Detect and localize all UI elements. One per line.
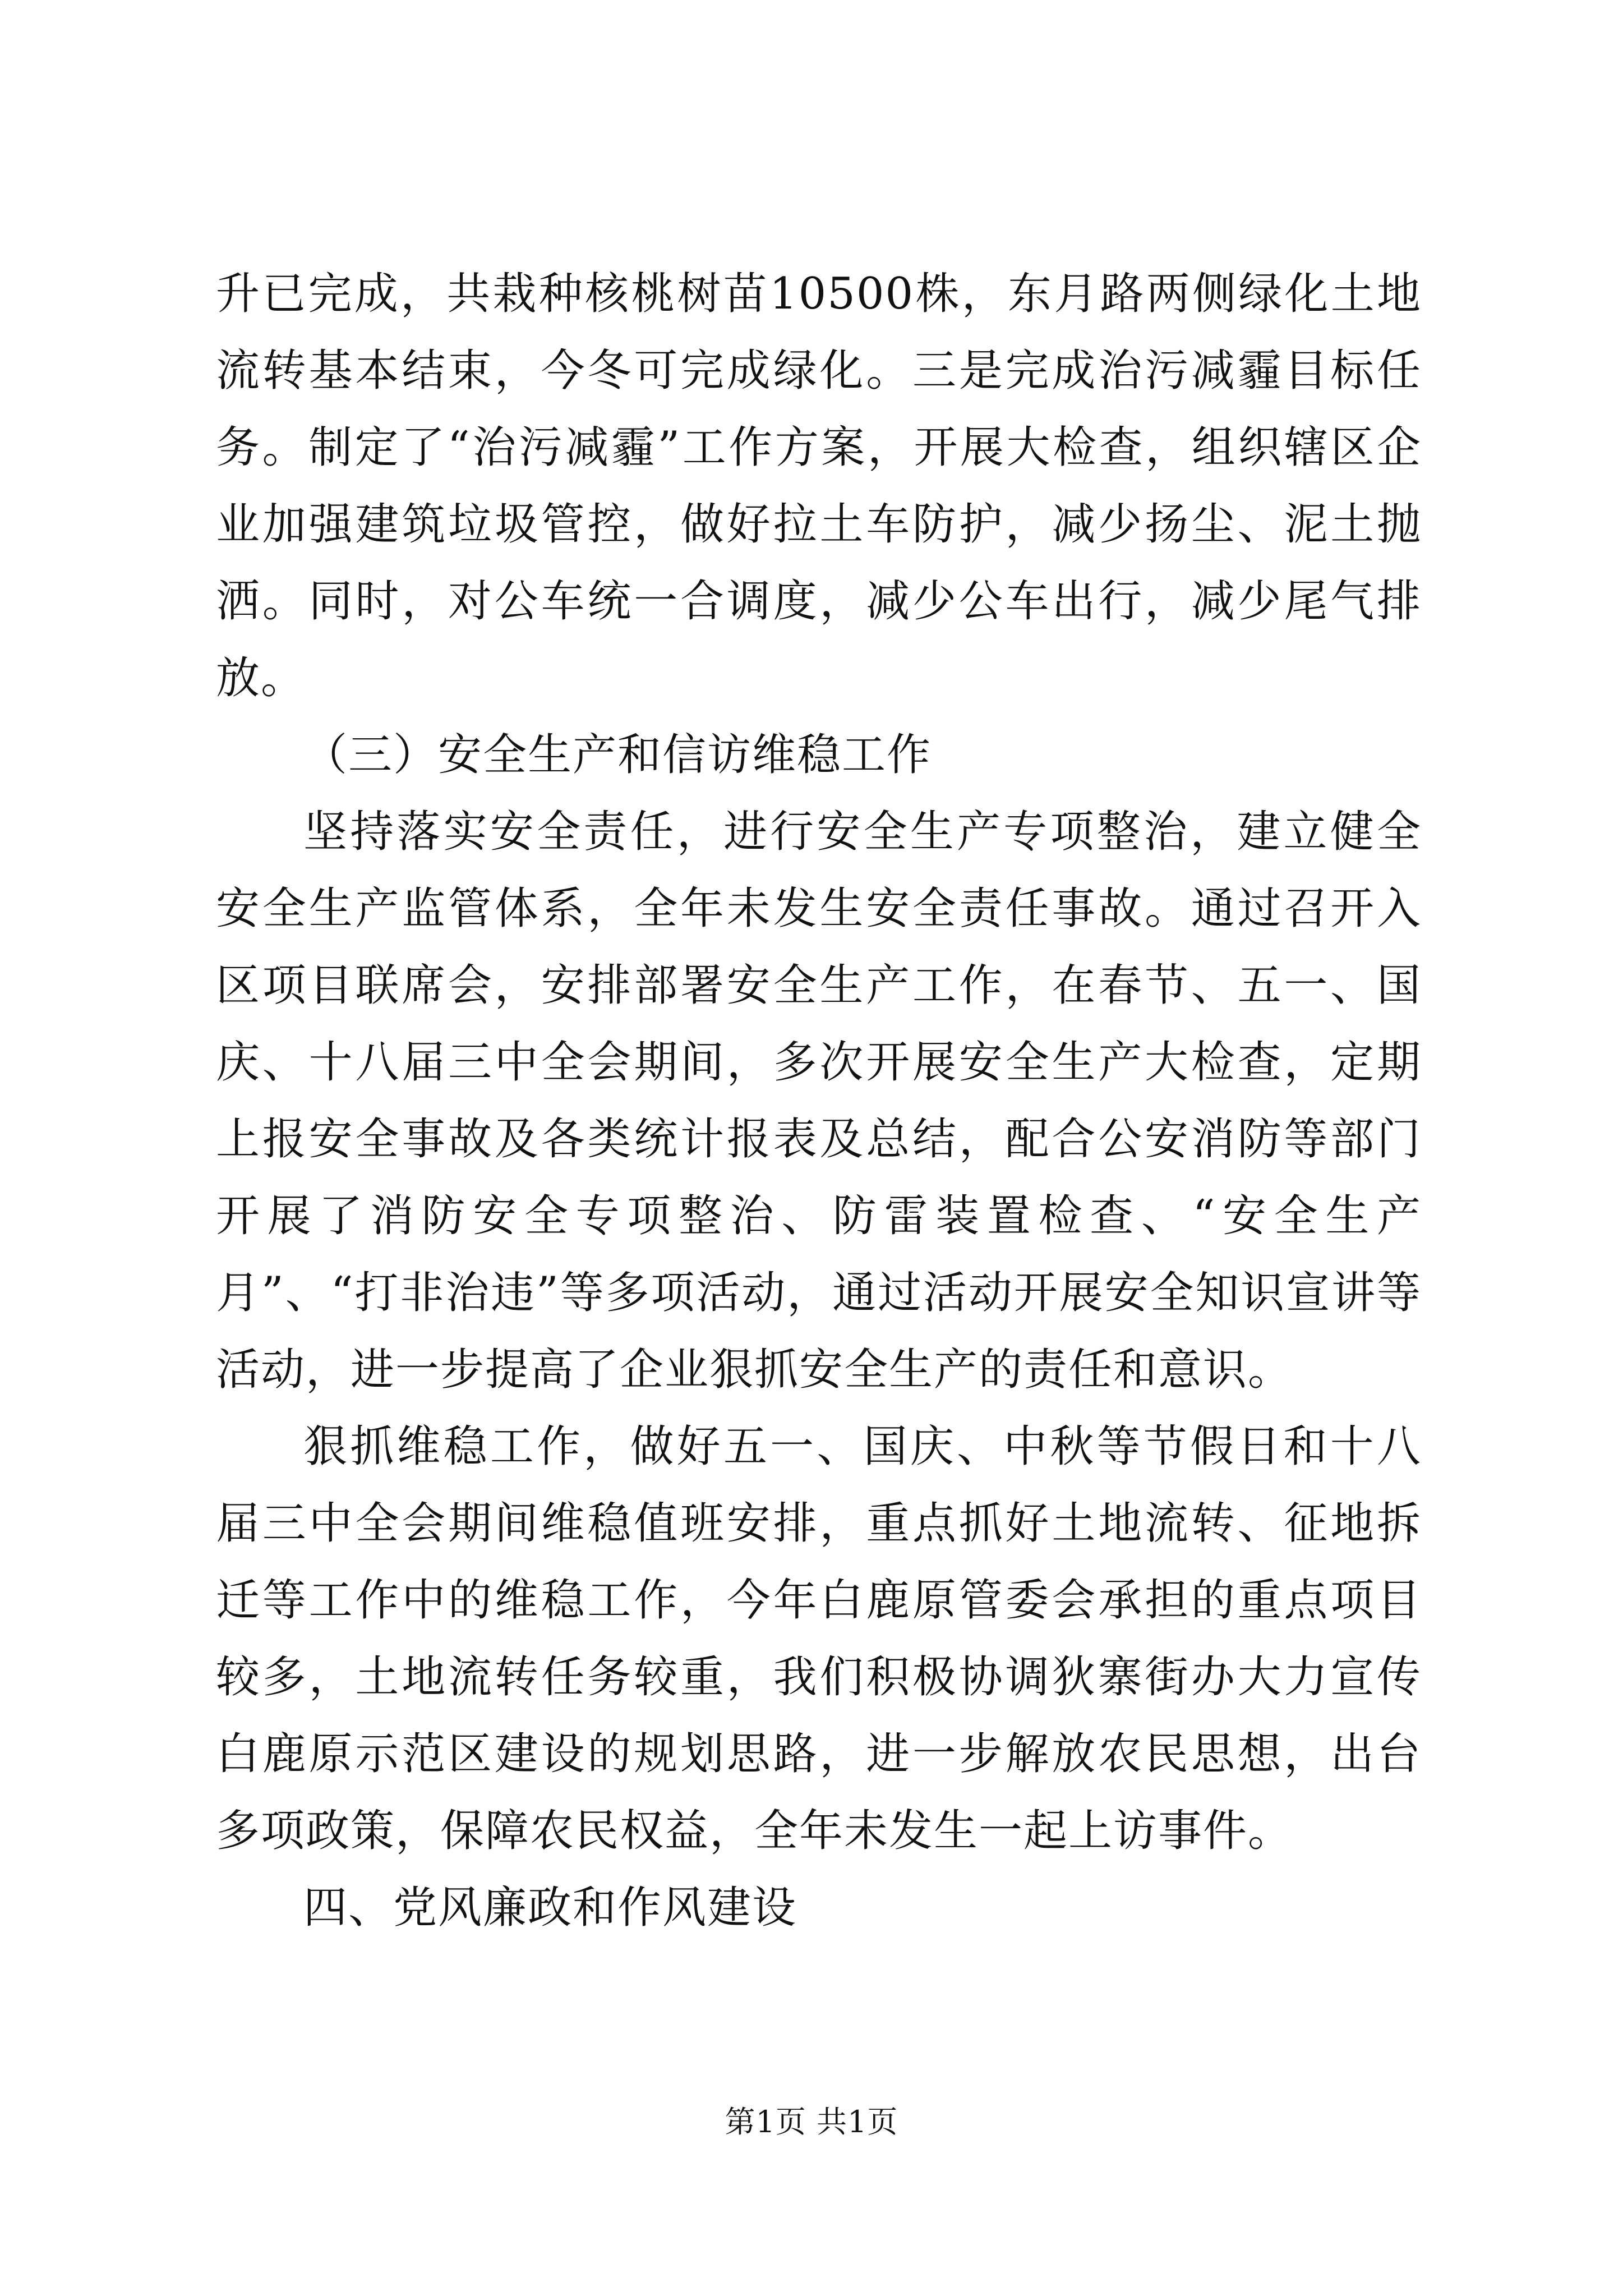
paragraph-greening-and-pollution: 升已完成，共栽种核桃树苗10500株，东月路两侧绿化土地流转基本结束，今冬可完成绿化。三是完成治污减霾目标任务。制定了“治污减霾”工作方案，开展大检查，组织辖区企业加强建筑垃圾管控，做好拉土车防护，减少扬尘、泥土抛洒。同时，对公车统一合调度，减少公车出行，减少尾气排放。 [216, 269, 1422, 703]
paragraph-stability-maintenance: 狠抓维稳工作，做好五一、国庆、中秋等节假日和十八届三中全会期间维稳值班安排，重点抓好土地流转、征地拆迁等工作中的维稳工作，今年白鹿原管委会承担的重点项目较多，土地流转任务较重，我们积极协调狄寨街办大力宣传白鹿原示范区建设的规划思路，进一步解放农民思想，出台多项政策，保障农民权益，全年未发生一起上访事件。 [216, 1421, 1422, 1856]
paragraph-safety-production: 坚持落实安全责任，进行安全生产专项整治，建立健全安全生产监管体系，全年未发生安全责任事故。通过召开入区项目联席会，安排部署安全生产工作，在春节、五一、国庆、十八届三中全会期间，多次开展安全生产大检查，定期上报安全事故及各类统计报表及总结，配合公安消防等部门开展了消防安全专项整治、防雷装置检查、“安全生产月”、“打非治违”等多项活动，通过活动开展安全知识宣讲等活动，进一步提高了企业狠抓安全生产的责任和意识。 [216, 807, 1422, 1395]
page-footer: 第1页 共1页 [725, 2104, 898, 2139]
section-heading-party-conduct: 四、党风廉政和作风建设 [303, 1883, 797, 1933]
section-heading-safety-and-stability: （三）安全生产和信访维稳工作 [303, 730, 932, 780]
document-body [216, 256, 1422, 1947]
